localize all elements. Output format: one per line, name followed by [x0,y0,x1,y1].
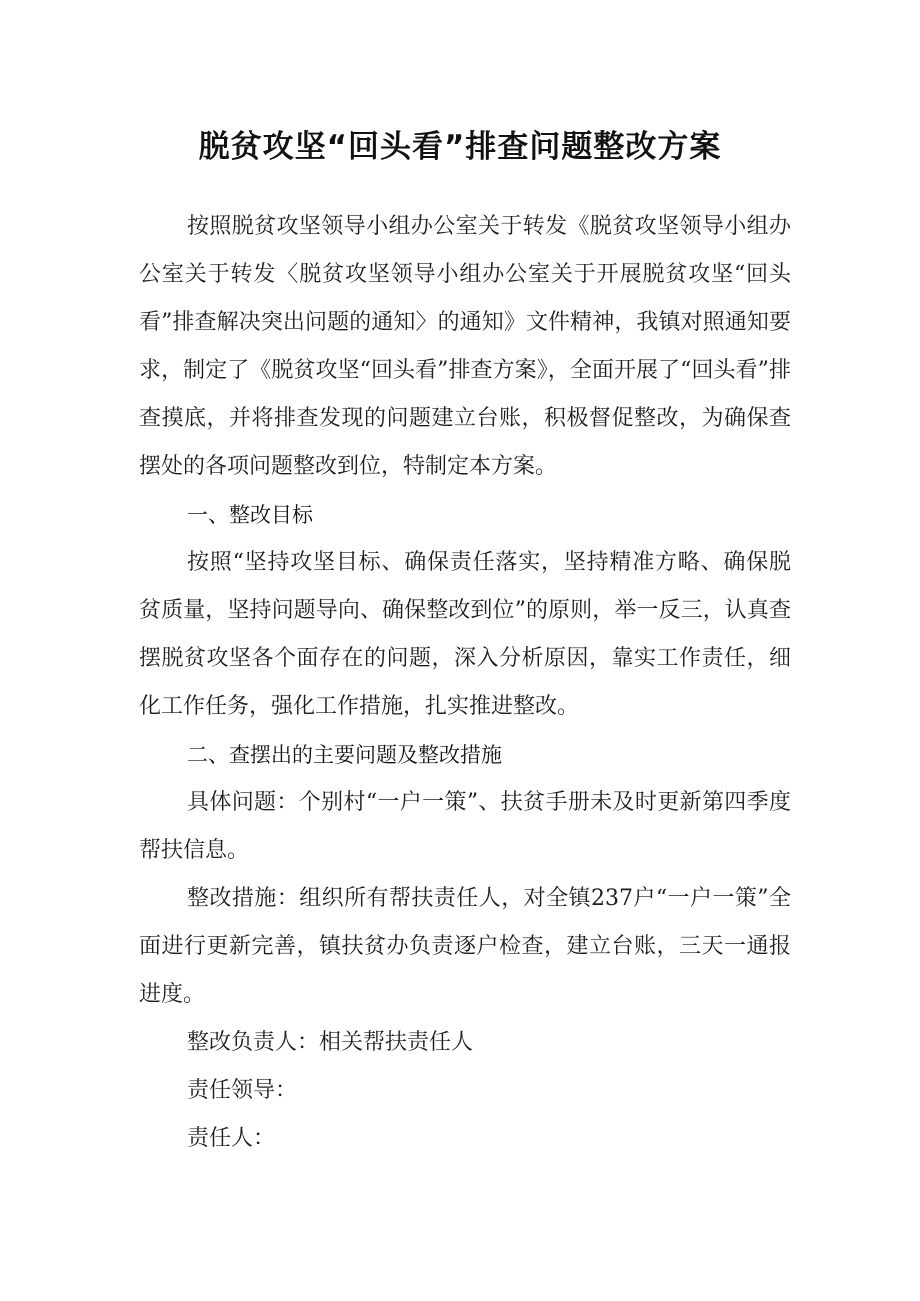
intro-paragraph: 按照脱贫攻坚领导小组办公室关于转发《脱贫攻坚领导小组办公室关于转发〈脱贫攻坚领导小组办公室关于开展脱贫攻坚“回头看”排查解决突出问题的通知〉的通知》文件精神，我镇对照通知要求，制定了《脱贫攻坚“回头看”排查方案》，全面开展了“回头看”排查摸底，并将排查发现的问题建立台账，积极督促整改，为确保查摆处的各项问题整改到位，特制定本方案。 [139,214,791,479]
person-line: 责任人： [187,1126,276,1151]
owner-line: 整改负责人：相关帮扶责任人 [187,1030,474,1055]
leader-line: 责任领导： [187,1078,298,1103]
section-heading-problems: 二、查摆出的主要问题及整改措施 [187,743,502,767]
document-title: 脱贫攻坚“回头看”排查问题整改方案 [198,129,722,165]
measures-paragraph: 整改措施：组织所有帮扶责任人，对全镇237户“一户一策”全面进行更新完善，镇扶贫办负责逐户检查，建立台账，三天一通报进度。 [139,886,791,1007]
document-body [139,203,791,1163]
goals-paragraph: 按照“坚持攻坚目标、确保责任落实，坚持精准方略、确保脱贫质量，坚持问题导向、确保整改到位”的原则，举一反三，认真查摆脱贫攻坚各个面存在的问题，深入分析原因，靠实工作责任，细化工作任务，强化工作措施，扎实推进整改。 [139,550,791,719]
section-heading-goals: 一、整改目标 [187,503,313,527]
problem-paragraph: 具体问题：个别村“一户一策”、扶贫手册未及时更新第四季度帮扶信息。 [139,790,791,863]
